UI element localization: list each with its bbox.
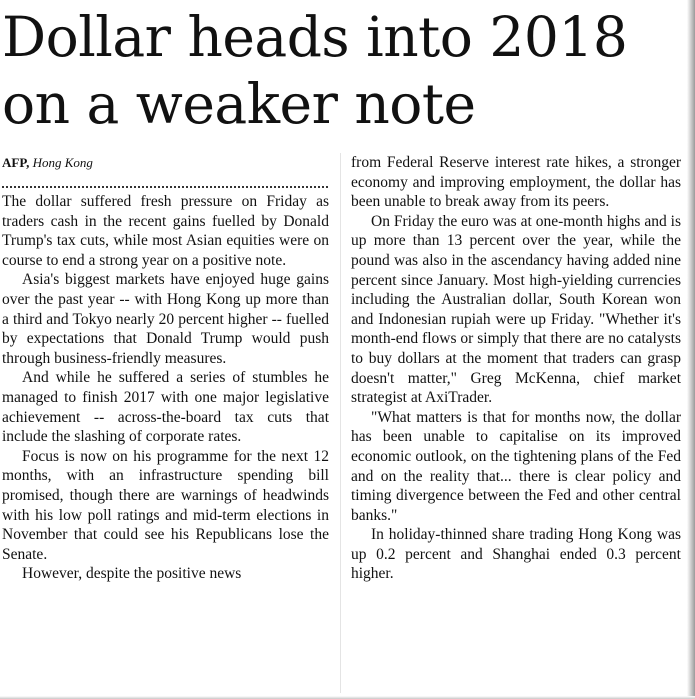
paragraph: However, despite the positive news: [22, 565, 242, 583]
column-divider: [340, 153, 341, 693]
headline: [2, 4, 692, 138]
page-edge-shadow: [687, 0, 695, 699]
paragraph: In holiday-thinned share trading Hong Kong was up 0.2 percent and Shanghai ended 0.3 percent higher.: [351, 526, 681, 583]
paragraph: "What matters is that for months now, the dollar has been unable to capitalise on its improved economic outlook, on the tightening plans of the Fed and on the reality that... there is clear policy and timing divergence between the Fed and other central banks.": [351, 408, 681, 524]
byline: [2, 155, 93, 171]
article-column-left: [2, 192, 329, 584]
paragraph: And while he suffered a series of stumbles he managed to finish 2017 with one major legislative achievement -- across-the-board tax cuts that include the slashing of corporate rates.: [2, 369, 329, 446]
paragraph: Focus is now on his programme for the next 12 months, with an infrastructure spending bill promised, though there are warnings of headwinds with his low poll ratings and mid-term elections in November that could see his Republicans lose the Senate.: [2, 447, 329, 563]
paragraph: Asia's biggest markets have enjoyed huge gains over the past year -- with Hong Kong up more than a third and Tokyo nearly 20 percent higher -- fuelled by expectations that Donald Trump would push through business-friendly measures.: [2, 271, 329, 367]
paragraph: On Friday the euro was at one-month highs and is up more than 13 percent over the year, while the pound was also in the ascendancy having added nine percent since January. Most high-yielding currencies including the Australian dollar, South Korean won and Indonesian rupiah were up Friday. "Whether it's month-end flows or simply that there are no catalysts to buy dollars at the moment that traders can grasp doesn't matter," Greg McKenna, chief market strategist at AxiTrader.: [351, 212, 681, 407]
byline-dotted-rule: [2, 186, 328, 188]
article-column-right: [351, 153, 681, 584]
paragraph: from Federal Reserve interest rate hikes, a stronger economy and improving employment, the dollar has been unable to break away from its peers.: [351, 154, 681, 211]
byline-place: Hong Kong: [32, 155, 93, 170]
headline-line-2: on a weaker note: [2, 72, 476, 136]
paragraph: The dollar suffered fresh pressure on Friday as traders cash in the recent gains fuelled by Donald Trump's tax cuts, while most Asian equities were on course to end a strong year on a positive note.: [2, 193, 329, 269]
headline-line-1: Dollar heads into 2018: [2, 5, 628, 69]
byline-agency: AFP,: [2, 155, 30, 170]
